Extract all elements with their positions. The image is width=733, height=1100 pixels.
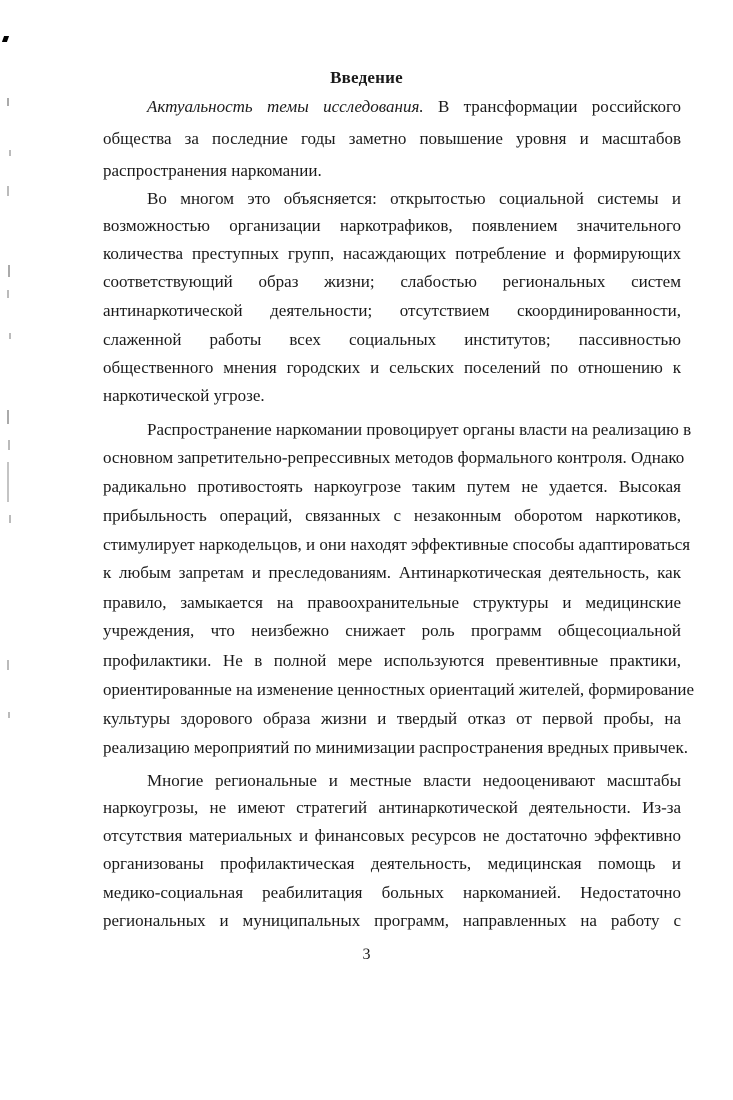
scan-artifact: [8, 265, 10, 277]
text-line: культуры здорового образа жизни и твердый отказ от первой пробы, на: [103, 709, 681, 728]
text-line: антинаркотической деятельности; отсутствием скоординированности,: [103, 301, 681, 320]
scan-artifact: [9, 333, 11, 339]
scan-artifact: [9, 515, 11, 523]
scan-artifact: [8, 712, 10, 718]
text-line: Многие региональные и местные власти недооценивают масштабы: [147, 771, 681, 790]
text-line: соответствующий образ жизни; слабостью региональных систем: [103, 272, 681, 291]
text-line: наркоугрозы, не имеют стратегий антинаркотической деятельности. Из-за: [103, 798, 681, 817]
scan-artifact: [7, 462, 9, 502]
line-rest: В трансформации российского: [423, 97, 681, 116]
text-line: региональных и муниципальных программ, направленных на работу с: [103, 911, 681, 930]
text-line: общества за последние годы заметно повышение уровня и масштабов: [103, 129, 681, 148]
page-number: 3: [362, 946, 371, 963]
text-line: профилактики. Не в полной мере используются превентивные практики,: [103, 651, 681, 670]
text-line: прибыльность операций, связанных с незаконным оборотом наркотиков,: [103, 506, 681, 525]
text-line: ориентированные на изменение ценностных ориентаций жителей, формирование: [103, 680, 695, 699]
lead-phrase: Актуальность темы исследования.: [147, 97, 424, 116]
scan-corner-mark: [2, 36, 9, 42]
text-line: [147, 96, 681, 118]
scan-artifact: [8, 440, 10, 450]
scan-artifact: [7, 98, 9, 106]
text-line: отсутствия материальных и финансовых ресурсов не достаточно эффективно: [103, 826, 681, 845]
scan-artifact: [7, 290, 9, 298]
text-line: слаженной работы всех социальных институтов; пассивностью: [103, 330, 681, 349]
scan-artifact: [9, 150, 11, 156]
text-line: Во многом это объясняется: открытостью социальной системы и: [147, 189, 681, 208]
page-title: Введение: [330, 68, 403, 87]
text-line: распространения наркомании.: [103, 161, 322, 180]
text-line: основном запретительно-репрессивных методов формального контроля. Однако: [103, 448, 685, 467]
text-line: общественного мнения городских и сельских поселений по отношению к: [103, 358, 681, 377]
text-line: радикально противостоять наркоугрозе таким путем не удается. Высокая: [103, 477, 681, 496]
text-line: реализацию мероприятий по минимизации распространения вредных привычек.: [103, 738, 688, 757]
text-line: медико-социальная реабилитация больных наркоманией. Недостаточно: [103, 883, 681, 902]
scan-artifact: [7, 410, 9, 424]
text-line: стимулирует наркодельцов, и они находят эффективные способы адаптироваться: [103, 535, 691, 554]
text-line: Распространение наркомании провоцирует органы власти на реализацию в: [147, 420, 692, 439]
text-line: организованы профилактическая деятельность, медицинская помощь и: [103, 854, 681, 873]
text-line: наркотической угрозе.: [103, 386, 265, 405]
text-line: учреждения, что неизбежно снижает роль программ общесоциальной: [103, 621, 681, 640]
text-line: к любым запретам и преследованиям. Антинаркотическая деятельность, как: [103, 563, 681, 582]
scan-artifact: [7, 660, 9, 670]
scan-artifact: [7, 186, 9, 196]
text-line: правило, замыкается на правоохранительные структуры и медицинские: [103, 593, 681, 612]
text-line: количества преступных групп, насаждающих потребление и формирующих: [103, 244, 681, 263]
text-line: возможностью организации наркотрафиков, появлением значительного: [103, 216, 681, 235]
